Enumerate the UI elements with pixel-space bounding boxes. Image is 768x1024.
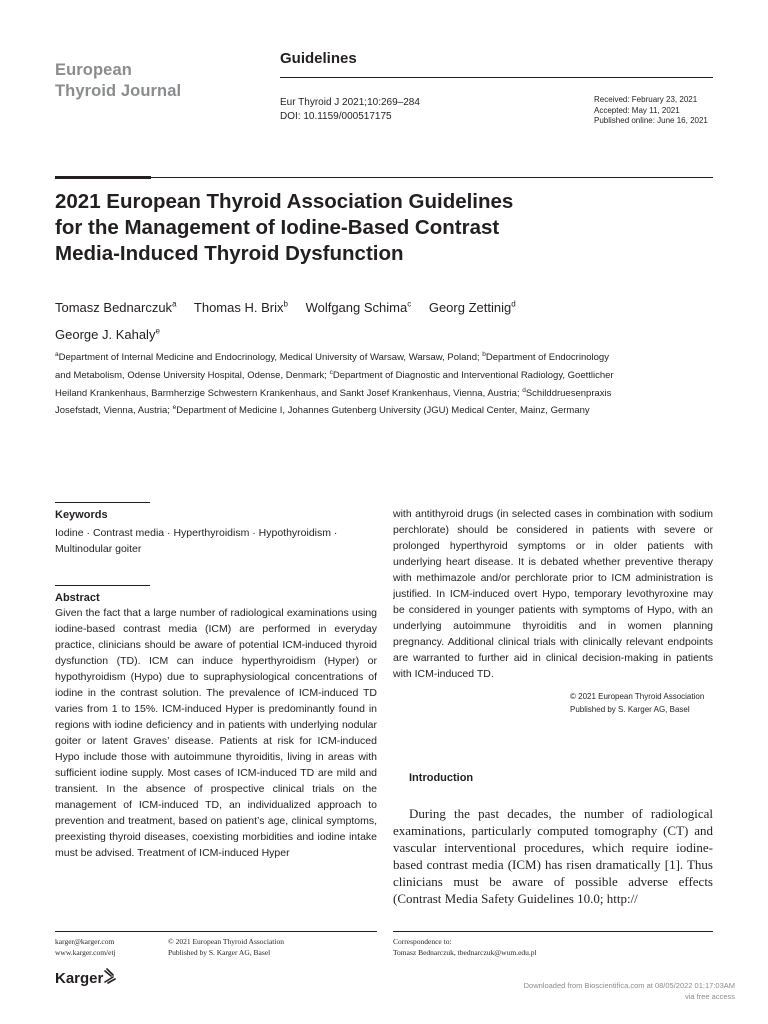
affil-mark: a [55, 351, 59, 358]
date-received: Received: February 23, 2021 [594, 95, 698, 104]
footer-copyright-line2: Published by S. Karger AG, Basel [168, 947, 271, 957]
correspondence-contact[interactable]: Tomasz Bednarczuk, tbednarczuk@wum.edu.pl [393, 947, 537, 957]
author[interactable] [194, 300, 288, 315]
download-notice [515, 980, 735, 1002]
affiliation: Department of Endocrinology and Metabolism, Odense University Hospital, Odense, Denmark; [55, 352, 609, 381]
journal-name [55, 60, 181, 102]
keywords-heading: Keywords [55, 509, 108, 521]
download-line1: Downloaded from Bioscientifica.com at 08/05/2022 01:17:03AM [523, 981, 735, 990]
journal-name-line1: European [55, 61, 132, 79]
citation-doi[interactable]: DOI: 10.1159/000517175 [280, 111, 392, 122]
affil-mark: e [172, 404, 177, 412]
affil-mark: b [482, 351, 486, 358]
correspondence-label: Correspondence to: [393, 937, 452, 946]
author-name: Wolfgang Schima [305, 300, 408, 316]
abstract-continued: with antithyroid drugs (in selected cases in combination with sodium perchlorate) should be considered in patients with severe or prolonged hyperthyroid symptoms or in older patients with underlying heart disease. It is debated whether preventive therapy with methimazole and/or perchlorate prior to ICM administration is justified. In ICM-induced overt Hypo, temporary levothyroxine may be considered in younger patients with symptoms of Hypo, with an underlying autoimmune thyroiditis and in women planning pregnancy. Additional clinical trials with clinically relevant endpoints are warranted to further aid in clinical decision-making in patients with ICM-induced TD. [393, 508, 713, 680]
author-affil-mark: a [172, 300, 177, 309]
footer-contact [55, 937, 116, 958]
header-rule [280, 77, 713, 78]
karger-logo: Karger [55, 970, 104, 987]
keywords-rule [55, 502, 150, 503]
title-rule-thick [55, 176, 151, 179]
author-affil-mark: e [155, 326, 160, 336]
author[interactable] [55, 327, 160, 342]
section-label: Guidelines [280, 50, 357, 67]
abstract-copyright [570, 690, 704, 716]
date-accepted: Accepted: May 11, 2021 [594, 105, 680, 115]
footer-web[interactable]: www.karger.com/etj [55, 947, 116, 957]
abstract-text: Given the fact that a large number of radiological examinations using iodine-based contrast media (ICM) are performed in everyday practice, clinicians should be aware of potential ICM-induced thyroid dysfunction (TD). ICM can induce hyperthyroidism (Hyper) or hypothyroidism (Hypo) due to supraphysiological concentrations of iodine in the contrast solution. The prevalence of ICM-induced TD varies from 1 to 15%. ICM-induced Hyper is predominantly found in regions with iodine deficiency and in patients with underlying nodular goiter or latent Graves’ disease. Patients at risk for ICM-induced Hypo include those with autoimmune thyroiditis, living in areas with sufficient iodine supply. Most cases of ICM-induced TD are mild and transient. In the absence of prospective clinical trials on the management of ICM-induced TD, an individualized approach to prevention and treatment, based on patient’s age, clinical symptoms, preexisting thyroid diseases, coexisting morbidities and iodine intake must be advised. Treatment of ICM-induced Hyper [55, 607, 377, 859]
journal-name-line2: Thyroid Journal [55, 82, 182, 100]
footer-correspondence [393, 937, 537, 958]
affiliation: Department of Medicine I, Johannes Gutenberg University (JGU) Medical Center, Mainz, Germany [176, 405, 590, 417]
author-name: Thomas H. Brix [193, 300, 284, 316]
keywords-text: Iodine · Contrast media · Hyperthyroidism · Hypothyroidism · Multinodular goiter [55, 527, 338, 555]
author-affil-mark: c [407, 300, 412, 309]
footer-rule-left [55, 931, 377, 932]
footer-rule-right [393, 931, 713, 932]
footer-copyright-line1: © 2021 European Thyroid Association [168, 937, 284, 946]
footer-copyright [168, 937, 284, 958]
article-dates [594, 95, 708, 127]
affiliations [55, 348, 615, 419]
affiliation: Department of Diagnostic and Interventional Radiology, Goettlicher Heiland Krankenhaus, Barmherzige Schwestern Krankenhaus, and Sankt Josef Krankenhaus, Vienna, Austria; [55, 369, 614, 399]
karger-logo-mark-icon [103, 968, 117, 984]
title-line-3: Media-Induced Thyroid Dysfunction [55, 242, 404, 265]
author[interactable] [306, 300, 412, 315]
author[interactable] [55, 300, 177, 315]
introduction-text: During the past decades, the number of radiological examinations, particularly computed tomography (CT) and vascular interventional procedures, which require iodine-based contrast media (ICM) has risen dramatically [1]. Thus clinicians must be aware of possible adverse effects (Contrast Media Safety Guidelines 10.0; http:// [393, 806, 713, 906]
copyright-line2: Published by S. Karger AG, Basel [570, 705, 690, 714]
abstract-heading: Abstract [55, 592, 100, 604]
affiliation: Schilddruesenpraxis Josefstadt, Vienna, Austria; [55, 387, 612, 417]
copyright-line1: © 2021 European Thyroid Association [570, 692, 705, 701]
citation-ref: Eur Thyroid J 2021;10:269–284 [280, 97, 420, 108]
author[interactable] [429, 300, 516, 315]
abstract-rule [55, 585, 150, 586]
affil-mark: d [522, 386, 526, 394]
title-line-2: for the Management of Iodine-Based Contrast [55, 216, 500, 239]
affil-mark: c [329, 368, 333, 376]
date-published: Published online: June 16, 2021 [594, 116, 708, 125]
article-title [55, 189, 655, 267]
introduction-heading: Introduction [409, 772, 474, 784]
author-affil-mark: d [511, 300, 516, 309]
footer-email[interactable]: karger@karger.com [55, 937, 115, 946]
author-name: George J. Kahaly [55, 326, 156, 342]
affiliation: Department of Internal Medicine and Endocrinology, Medical University of Warsaw, Warsaw, Poland; [58, 352, 483, 364]
author-name: Georg Zettinig [428, 300, 512, 316]
author-affil-mark: b [283, 300, 288, 309]
citation [280, 96, 420, 124]
author-name: Tomasz Bednarczuk [55, 300, 173, 316]
download-line2: via free access [684, 992, 735, 1001]
title-rule-thin [151, 177, 713, 178]
title-line-1: 2021 European Thyroid Association Guidelines [55, 190, 514, 213]
author-list [55, 293, 655, 346]
